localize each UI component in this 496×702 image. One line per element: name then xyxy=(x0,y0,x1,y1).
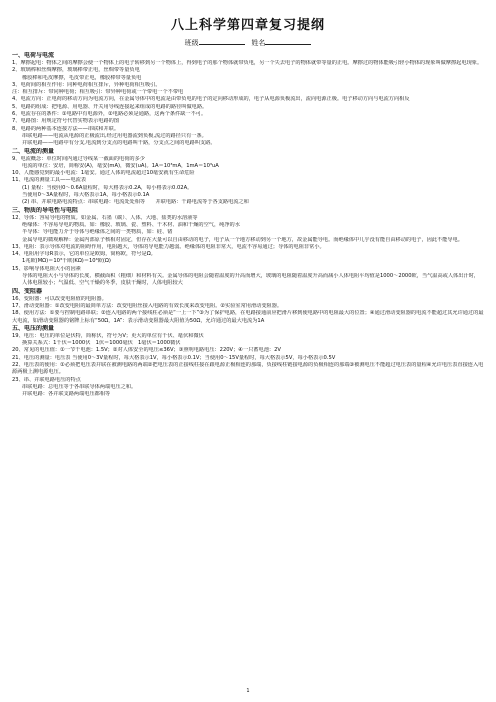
outline-line: 7、电路图：用规定符号代替实物表示电路的图 xyxy=(12,118,120,125)
class-blank xyxy=(199,38,245,45)
outline-line: 橡胶棒和毛皮摩擦，毛皮带正电，橡胶棒带等量负电 xyxy=(22,74,142,81)
outline-line: 5、电路的组成：把电源、用电器、开关用导线连接起来组成的电路的路径叫做电路。 xyxy=(12,103,208,110)
outline-line: 19、电压：电压的单位是伏特，简称伏，符号为V；更大的单位有千伏、毫伏和微伏 xyxy=(12,332,204,339)
outline-line: 9、电流概念：单位时间内通过导线某一截面的电荷的多少 xyxy=(12,155,145,162)
outline-line: 6、电流存在的条件：①电路中有电源外，②电路必须是通路，这两个条件缺一不可。 xyxy=(12,111,207,118)
outline-content xyxy=(12,52,484,398)
outline-line: 17、滑动变阻器：①改变电阻的最简单方法：改变电阻丝接入电路的有效长度来改变电阻。②实验室常用滑动变阻器。 xyxy=(12,302,283,309)
outline-line: 3、电荷间的相互作用：同种电荷相互排斥，异种电荷相互吸引。 xyxy=(12,81,161,88)
outline-line: 16、变阻器：可以改变电阻值的电阻器。 xyxy=(12,295,107,302)
outline-line: 15、影响导体电阻大小的因素 xyxy=(12,265,81,272)
outline-line: 绝缘体：不容易导电的物质。如：橡胶、玻璃、瓷、塑料、干木材、油和干燥的空气，纯净的水 xyxy=(22,221,240,228)
outline-line: 1、摩擦起电：物体之间的摩擦会使一个物体上的电子转移到另一个物体上，得到电子的那个物体就带负电，另一个失去电子的物体就带等量的正电。摩擦过的物体能吸引轻小物体的现象叫做摩擦起电现象。 xyxy=(12,60,483,66)
outline-line: 4、电流方向：正电荷的移动方向为电流方向，在金属导体中的电流是由带负电的电子的定向移动形成的，电子从电源负极流出，流向电源正极。电子移动方向与电流方向相反 xyxy=(12,96,410,103)
outline-line: 金属导电的微观解释：金属内部原子核相对固定，但存在大量可以自由移动的电子，电子从一个地方移动到另一个地方，故金属能导电。而绝缘体中几乎没有能自由移动的电子，因此不能导电。 xyxy=(22,236,463,243)
outline-line: 20、常见的电压值：①一节干电池：1.5V；②对人体安全的电压≤36V；③照明电路电压：220V；④一只蓄电池：2V xyxy=(12,347,281,354)
page-number: 1 xyxy=(246,688,250,694)
outline-line: 电流的单位：安培，简称安(A)，毫安(mA)，微安(uA)。1A＝10³mA，1mA＝10³uA xyxy=(22,162,219,169)
outline-line: 换算关系式：1千伏＝1000伏 1伏＝1000毫伏 1毫伏＝1000微伏 xyxy=(22,340,181,347)
section-heading: 三、物质的导电性与电阻 xyxy=(12,206,79,214)
section-heading: 五、电压的测量 xyxy=(12,324,55,332)
outline-line: 14、电阻用字母R表示，它的单位是欧姆，简称欧，符号是Ω。 xyxy=(12,251,156,258)
class-label: 班级 xyxy=(184,39,199,47)
outline-line: 21、电压的测量：电压表 当使用0～3V量程时，每大格表示1V，每小格表示0.1V；当使用0～15V量程时，每大格表示5V，每小格表示0.5V xyxy=(12,354,336,361)
outline-line: 13、电阻：表示导体对电流的阻碍作用，电阻越大，导体的导电能力越弱。绝缘体的电阻非常大，电流不容易通过；导体的电阻非常小。 xyxy=(12,243,325,250)
name-blank xyxy=(265,38,311,45)
outline-line: 18、使用方法：①要与控制电路串联；②连入电路的两个接线柱必须是“一上一下”③为了保护电路，在电路接通前应把滑片移到使电路中的电阻最大的位置；④通过滑动变阻器的电流不能超过其允许通过的最大电流，如滑动变阻器的铭牌上标有“50Ω，1A”：表示滑动变阻器最大阻值为50Ω，允许通过的最大电流为1A xyxy=(12,310,484,324)
outline-line: 10、人能感觉到的最小电流：1毫安。通过人体的电流超过10毫安就有生命危险 xyxy=(12,170,195,177)
page-title: 八上科学第四章复习提纲 xyxy=(170,18,325,33)
outline-line: 串联电路：总电压等于各串联导体两端电压之和。 xyxy=(22,383,137,390)
outline-line: 11、电流的测量工具——电流表 xyxy=(12,177,87,184)
section-heading: 二、电流的测量 xyxy=(12,147,55,155)
section-heading: 一、电荷与电流 xyxy=(12,52,55,59)
outline-line: 12、导体：容易导电的物质。如金属、石墨（碳）、人体、大地、盐类的水溶液等 xyxy=(12,214,198,221)
name-label: 姓名 xyxy=(251,39,266,47)
outline-line: 串联电路——电流从电源的正极流出,经过用电器流到负极,流过的路径只有一条。 xyxy=(22,132,207,139)
class-name-line xyxy=(0,38,496,48)
outline-line: 23、串、并联电路电压的特点 xyxy=(12,376,81,383)
outline-line: 2、玻璃棒和丝绸摩擦，玻璃棒带正电，丝绸带等量负电 xyxy=(12,67,140,74)
outline-line: 半导体：导电能力介于导体与绝缘体之间的一类物质，如：硅、锗 xyxy=(22,229,173,236)
outline-line: (2) 串、并联电路电流特点：串联电路：电流处处相等 并联电路：干路电流等于各支路电流之和 xyxy=(22,199,249,206)
outline-line: 8、电路的两种基本连接方法——串联和并联。 xyxy=(12,125,120,132)
outline-line: 22、电压表的使用：①必须把电压表并联在被测电路的两端②把电压表的正接线柱接在跟电源正极相连的那端，负接线柱链接电源的负极相连的那端③被测电压不能超过电压表的量程④允许电压表直接连入电源两极上测电源电压。 xyxy=(12,361,484,376)
outline-line: 1兆欧(MΩ)＝10³千欧(KΩ)＝10⁶欧(Ω) xyxy=(22,258,111,265)
outline-line: 注：相互排斥：带同种电荷；相互吸引：带异种电荷或一个带电一个不带电 xyxy=(12,89,184,96)
outline-line: 并联电路——电路中有分支,电流到分支点的电路叫干路，分支点之间的电路叫支路。 xyxy=(22,140,216,147)
outline-line: (1) 量程：当使用0～0.6A量程时，每大格表示0.2A，每小格表示0.02A。 xyxy=(22,184,193,191)
outline-line: 导体的电阻大小与导体的长度、横截面积（粗细）和材料有关。金属导体的电阻会随着温度的升高而增大，玻璃的电阻随着温度升高而减小人体电阻平均值是1000～2000欧，当气温高或人体出汗时，人体电阻较小；气温低、空气干燥的冬季，皮肤干燥时，人体电阻较大 xyxy=(22,273,479,287)
section-heading: 四、变阻器 xyxy=(12,287,43,295)
outline-line: 当使用0～3A量程时，每大格表示1A，每小格表示0.1A xyxy=(22,192,150,199)
outline-line: 并联电路：各并联支路两端电压都相等 xyxy=(22,391,111,398)
